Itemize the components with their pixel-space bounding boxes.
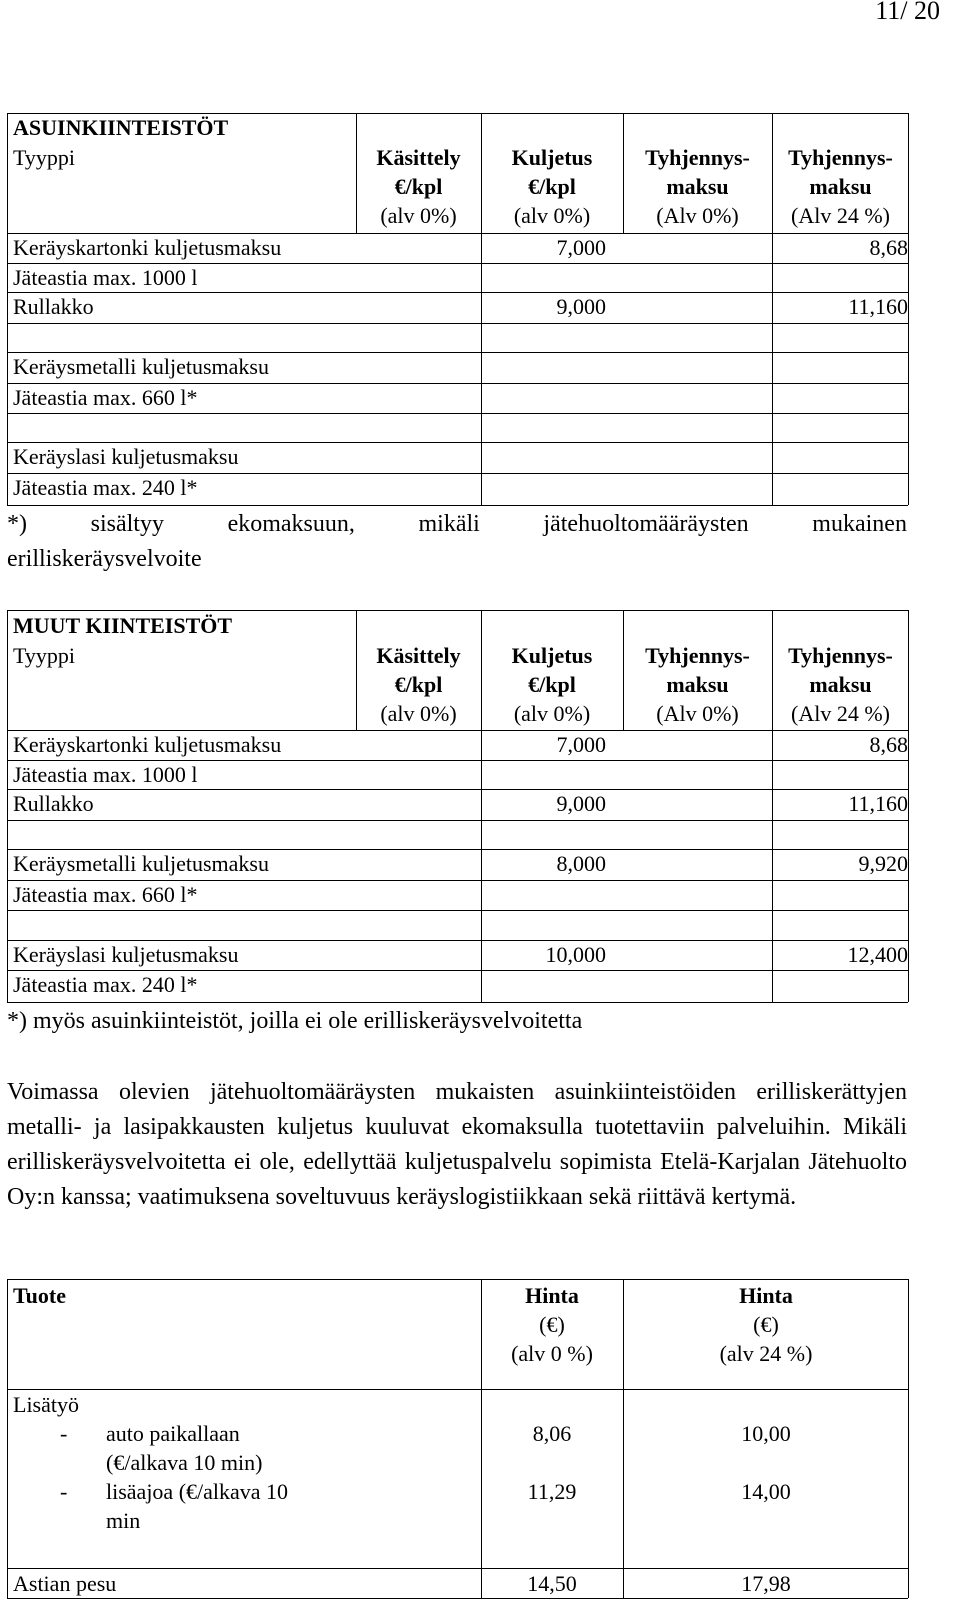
- table-row-label: Jäteastia max. 240 l*: [13, 972, 198, 997]
- table-cell-emptying-24: 11,160: [848, 791, 908, 816]
- table3-header-product: Tuote: [13, 1283, 66, 1308]
- table-cell-emptying-0: 7,000: [556, 235, 606, 260]
- list-item: lisäajoa (€/alkava 10: [106, 1479, 289, 1504]
- table-cell-price-24: 14,00: [741, 1479, 791, 1504]
- table-cell-price-0: 14,50: [527, 1571, 577, 1596]
- table1-header-type: Tyyppi: [13, 145, 76, 170]
- table-row-label: Keräyslasi kuljetusmaksu: [13, 942, 239, 967]
- list-dash: -: [60, 1479, 68, 1504]
- table-cell-emptying-0: 9,000: [556, 294, 606, 319]
- table-row-label: Rullakko: [13, 294, 94, 319]
- table1-note-line1: *) sisältyy ekomaksuun, mikäli jätehuoltomääräysten mukainen: [7, 511, 907, 537]
- page-number: 11/ 20: [875, 0, 940, 25]
- table2-header-emptying-0: Tyhjennys- maksu (Alv 0%): [645, 643, 750, 726]
- table-cell-emptying-0: 8,000: [556, 851, 606, 876]
- table2-header-transport: Kuljetus €/kpl (alv 0%): [511, 643, 593, 726]
- table-cell-emptying-0: 9,000: [556, 791, 606, 816]
- table1-header-emptying-24: Tyhjennys- maksu (Alv 24 %): [788, 145, 893, 228]
- table-row-label: Keräyskartonki kuljetusmaksu: [13, 235, 282, 260]
- info-paragraph: Voimassa olevien jätehuoltomääräysten mukaisten asuinkiinteistöiden erilliskerättyjen metalli- ja lasipakkausten kuljetus kuuluvat ekomaksulla tuotettaviin palveluihin. Mikäli erilliskeräysvelvoitetta ei ole, edellyttää kuljetuspalvelu sopimista Etelä-Karjalan Jätehuolto Oy:n kanssa; vaatimuksena soveltuvuus keräyslogistiikkaan sekä riittävä kertymä.: [7, 1079, 907, 1210]
- table-cell-emptying-0: 7,000: [556, 732, 606, 757]
- table-cell-emptying-24: 12,400: [847, 942, 908, 967]
- table-row-label: Jäteastia max. 660 l*: [13, 882, 198, 907]
- table-cell-emptying-24: 8,68: [869, 732, 908, 757]
- table3-header-price-24: Hinta (€) (alv 24 %): [719, 1283, 813, 1366]
- table1-header-processing: Käsittely €/kpl (alv 0%): [376, 145, 461, 228]
- table2-title: MUUT KIINTEISTÖT: [13, 613, 233, 638]
- list-item: auto paikallaan: [106, 1421, 240, 1446]
- table1-header-emptying-0: Tyhjennys- maksu (Alv 0%): [645, 145, 750, 228]
- table-row-label: Keräysmetalli kuljetusmaksu: [13, 354, 269, 379]
- table-row-label: Jäteastia max. 1000 l: [13, 762, 198, 787]
- table-row-label: Rullakko: [13, 791, 94, 816]
- table-cell-emptying-24: 11,160: [848, 294, 908, 319]
- table-row-label: Keräysmetalli kuljetusmaksu: [13, 851, 269, 876]
- list-item: min: [106, 1508, 141, 1533]
- list-dash: -: [60, 1421, 68, 1446]
- list-item: (€/alkava 10 min): [106, 1450, 263, 1475]
- table1-title: ASUINKIINTEISTÖT: [13, 115, 229, 140]
- table-row-label: Astian pesu: [13, 1571, 117, 1596]
- table3-header-price-0: Hinta (€) (alv 0 %): [511, 1283, 593, 1366]
- table-cell-price-0: 8,06: [532, 1421, 572, 1446]
- table2-header-type: Tyyppi: [13, 643, 76, 668]
- table-cell-emptying-24: 9,920: [858, 851, 908, 876]
- table2-header-processing: Käsittely €/kpl (alv 0%): [376, 643, 461, 726]
- table3-extra-label: Lisätyö: [13, 1392, 79, 1417]
- table1-header-transport: Kuljetus €/kpl (alv 0%): [511, 145, 593, 228]
- table-cell-price-0: 11,29: [527, 1479, 577, 1504]
- table-cell-emptying-0: 10,000: [545, 942, 606, 967]
- table-cell-price-24: 17,98: [741, 1571, 791, 1596]
- table2-note: *) myös asuinkiinteistöt, joilla ei ole erilliskeräysvelvoitetta: [7, 1008, 583, 1034]
- table2-header-emptying-24: Tyhjennys- maksu (Alv 24 %): [788, 643, 893, 726]
- table-row-label: Keräyskartonki kuljetusmaksu: [13, 732, 282, 757]
- table-row-label: Jäteastia max. 660 l*: [13, 385, 198, 410]
- table-row-label: Keräyslasi kuljetusmaksu: [13, 444, 239, 469]
- table-row-label: Jäteastia max. 1000 l: [13, 265, 198, 290]
- table1-note-line2: erilliskeräysvelvoite: [7, 546, 202, 572]
- table-row-label: Jäteastia max. 240 l*: [13, 475, 198, 500]
- table-cell-price-24: 10,00: [741, 1421, 791, 1446]
- table-cell-emptying-24: 8,68: [869, 235, 908, 260]
